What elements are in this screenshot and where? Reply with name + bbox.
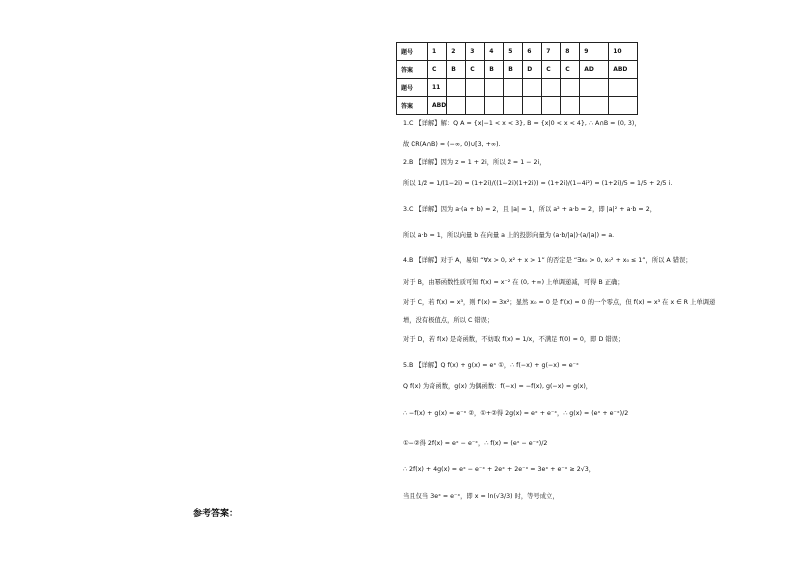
table-cell <box>466 79 485 97</box>
solution-line: 3.C 【详解】因为 a·(a + b) = 2，且 |a| = 1，所以 a² + a·b = 2，即 |a|² + a·b = 2， <box>403 206 657 213</box>
table-row-header: 题号 <box>397 79 428 97</box>
solution-line: 5.B 【详解】Q f(x) + g(x) = eˣ ①，∴ f(−x) + g(−x) = e⁻ˣ <box>403 362 579 369</box>
table-cell: ABD <box>428 97 447 115</box>
table-cell: 4 <box>485 43 504 61</box>
table-cell: B <box>447 61 466 79</box>
table-cell: 10 <box>609 43 638 61</box>
table-row-header: 答案 <box>397 97 428 115</box>
table-cell <box>504 79 523 97</box>
table-row <box>397 43 638 61</box>
table-cell: 6 <box>523 43 542 61</box>
solution-line: 所以 a·b = 1，所以向量 b 在向量 a 上的投影向量为 (a·b/|a|)·(a/|a|) = a. <box>403 232 615 239</box>
table-cell: B <box>485 61 504 79</box>
table-cell <box>447 97 466 115</box>
table-cell <box>447 79 466 97</box>
table-cell <box>523 97 542 115</box>
table-row <box>397 61 638 79</box>
table-cell: 2 <box>447 43 466 61</box>
table-row-header: 答案 <box>397 61 428 79</box>
solution-line: 4.B 【详解】对于 A，易知 “∀x > 0, x² + x > 1” 的否定是 “∃x₀ > 0, x₀² + x₀ ≤ 1”，所以 A 错误； <box>403 257 692 264</box>
table-cell <box>609 79 638 97</box>
table-cell: 11 <box>428 79 447 97</box>
solution-line: Q f(x) 为奇函数，g(x) 为偶函数：f(−x) = −f(x), g(−x) = g(x)， <box>403 383 593 390</box>
table-cell: 9 <box>580 43 609 61</box>
table-cell <box>485 97 504 115</box>
table-cell <box>485 79 504 97</box>
solution-line: 故 ∁R(A∩B) = (−∞, 0)∪[3, +∞). <box>403 141 501 148</box>
reference-title: 参考答案： <box>193 509 239 519</box>
solution-line: 对于 B，由幂函数性质可知 f(x) = x⁻² 在 (0, +∞) 上单调递减，可得 B 正确； <box>403 279 624 286</box>
solution-line: ∴ −f(x) + g(x) = e⁻ˣ ②，①+②得 2g(x) = eˣ + e⁻ˣ，∴ g(x) = (eˣ + e⁻ˣ)/2 <box>403 410 629 417</box>
solution-line: 当且仅当 3eˣ = e⁻ˣ，即 x = ln(√3/3) 时，等号成立， <box>403 493 559 500</box>
table-cell <box>466 97 485 115</box>
solution-line: ∴ 2f(x) + 4g(x) = eˣ − e⁻ˣ + 2eˣ + 2e⁻ˣ = 3eˣ + e⁻ˣ ≥ 2√3， <box>403 466 596 473</box>
solution-line: 对于 C，若 f(x) = x³，则 f′(x) = 3x²；显然 x₀ = 0 是 f′(x) = 0 的一个零点，但 f(x) = x³ 在 x ∈ R 上单调递 <box>403 299 716 306</box>
table-row <box>397 97 638 115</box>
table-cell: C <box>542 61 561 79</box>
table-cell: ABD <box>609 61 638 79</box>
table-cell: C <box>561 61 580 79</box>
table-row <box>397 79 638 97</box>
table-cell <box>580 79 609 97</box>
table-cell <box>561 97 580 115</box>
table-row-header: 题号 <box>397 43 428 61</box>
answer-table <box>396 42 638 115</box>
solution-line: 所以 1/z̄ = 1/(1−2i) = (1+2i)/((1−2i)(1+2i)) = (1+2i)/(1−4i²) = (1+2i)/5 = 1/5 + 2/5 i. <box>403 180 673 187</box>
solution-line: 对于 D，若 f(x) 是奇函数，不妨取 f(x) = 1/x，不满足 f(0) = 0，即 D 错误； <box>403 336 625 343</box>
table-cell: 8 <box>561 43 580 61</box>
table-cell: 5 <box>504 43 523 61</box>
table-cell <box>542 79 561 97</box>
solution-line: 1.C 【详解】解：Q A = {x|−1 < x < 3}, B = {x|0 < x < 4}, ∴ A∩B = (0, 3)， <box>403 120 641 127</box>
solution-line: ①−②得 2f(x) = eˣ − e⁻ˣ，∴ f(x) = (eˣ − e⁻ˣ)/2 <box>403 440 548 447</box>
table-cell: B <box>504 61 523 79</box>
table-cell <box>561 79 580 97</box>
table-cell: C <box>428 61 447 79</box>
table-cell: AD <box>580 61 609 79</box>
table-cell <box>504 97 523 115</box>
table-cell <box>542 97 561 115</box>
table-cell: 1 <box>428 43 447 61</box>
table-cell: 3 <box>466 43 485 61</box>
table-cell: D <box>523 61 542 79</box>
table-cell: C <box>466 61 485 79</box>
table-cell: 7 <box>542 43 561 61</box>
table-cell <box>580 97 609 115</box>
table-cell <box>609 97 638 115</box>
table-cell <box>523 79 542 97</box>
solution-line: 2.B 【详解】因为 z = 1 + 2i，所以 z̄ = 1 − 2i， <box>403 159 546 166</box>
solution-line: 增，没有极值点，所以 C 错误； <box>403 317 494 324</box>
